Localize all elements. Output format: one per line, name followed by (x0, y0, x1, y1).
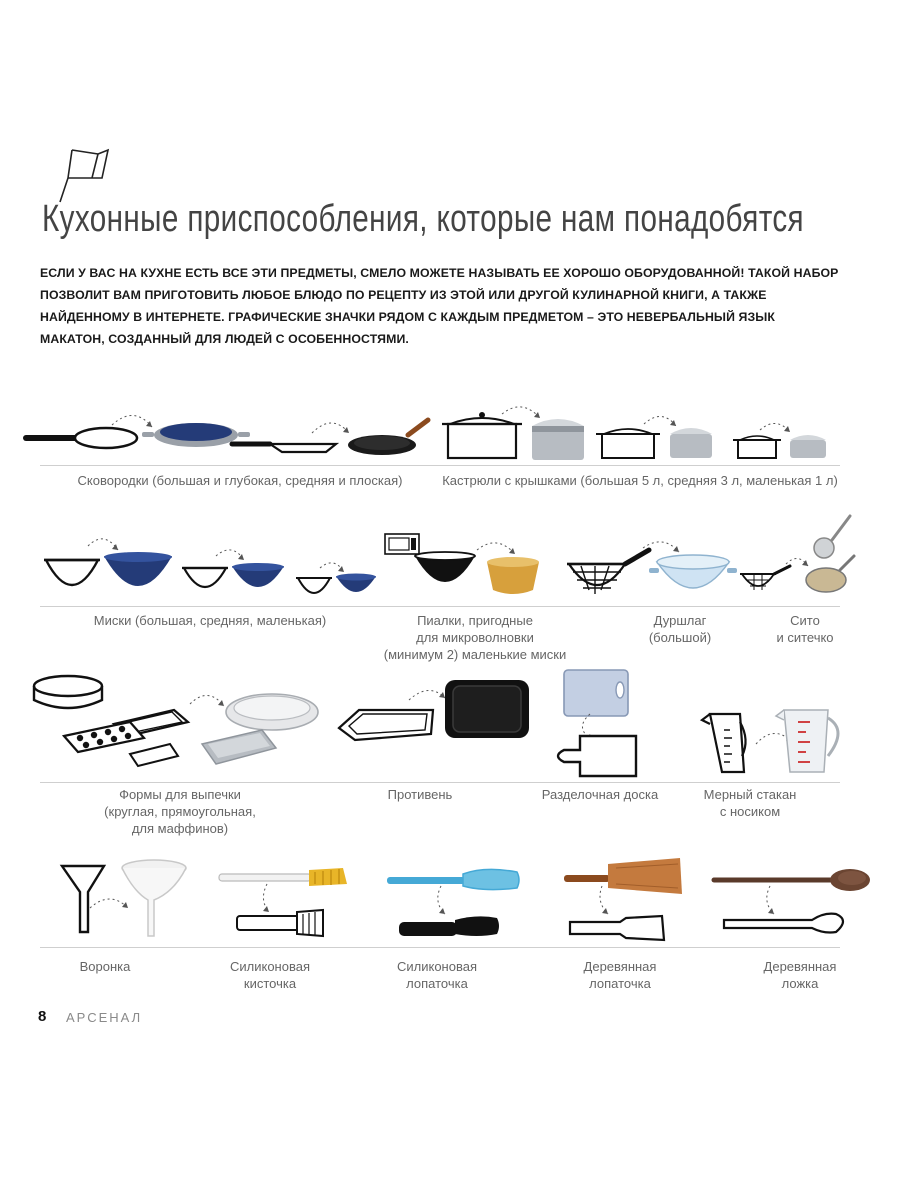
caption-line: (круглая, прямоугольная, (104, 804, 256, 819)
caption-line: Сито (790, 613, 820, 628)
frying-pans-illustration (24, 405, 434, 470)
page-title: Кухонные приспособления, которые нам понадобятся (42, 198, 804, 240)
measuring-jug-illustration (700, 700, 850, 780)
page-number: 8 (38, 1008, 47, 1025)
caption-baking-forms (90, 786, 270, 837)
baking-tray-illustration (335, 676, 535, 756)
caption-line: и ситечко (776, 630, 834, 645)
caption-line: Силиконовая (230, 959, 310, 974)
baking-forms-illustration (30, 672, 330, 780)
row4-divider (40, 947, 840, 948)
caption-line: (минимум 2) маленькие миски (383, 647, 567, 662)
colander-illustration (565, 540, 745, 602)
caption-colander (620, 612, 740, 646)
caption-brush (210, 958, 330, 992)
caption-line: Дуршлаг (653, 613, 707, 628)
caption-line: с носиком (719, 804, 781, 819)
row1-divider (40, 465, 840, 466)
caption-line: Формы для выпечки (119, 787, 241, 802)
microwave-bowls-illustration (385, 530, 555, 602)
caption-tray: Противень (387, 787, 453, 802)
caption-jug (690, 786, 810, 820)
caption-line: для микроволновки (416, 630, 534, 645)
silicone-brush-illustration (215, 864, 355, 944)
caption-sieve (750, 612, 860, 646)
row3-divider (40, 782, 840, 783)
caption-line: Пиалки, пригодные (417, 613, 533, 628)
caption-line: Мерный стакан (703, 787, 797, 802)
caption-line: кисточка (243, 976, 297, 991)
caption-pots: Кастрюли с крышками (большая 5 л, средняя 3 л, маленькая 1 л) (442, 473, 838, 488)
caption-wood-spatula (560, 958, 680, 992)
sieve-illustration (740, 512, 860, 602)
caption-line: ложка (781, 976, 819, 991)
row2-divider (40, 606, 840, 607)
bowls-illustration (40, 530, 380, 605)
caption-spatula (377, 958, 497, 992)
pots-illustration (440, 400, 840, 470)
wooden-spoon-illustration (712, 862, 872, 946)
funnel-illustration (60, 856, 190, 946)
caption-line: для маффинов) (131, 821, 229, 836)
caption-board: Разделочная доска (541, 787, 659, 802)
caption-funnel: Воронка (79, 959, 131, 974)
caption-line: лопаточка (589, 976, 651, 991)
caption-line: Силиконовая (397, 959, 477, 974)
publisher-name: АРСЕНАЛ (66, 1010, 143, 1025)
intro-paragraph: ЕСЛИ У ВАС НА КУХНЕ ЕСТЬ ВСЕ ЭТИ ПРЕДМЕТЫ, СМЕЛО МОЖЕТЕ НАЗЫВАТЬ ЕЕ ХОРОШО ОБОРУДОВАННОЙ! ТАКОЙ НАБОР ПОЗВОЛИТ ВАМ ПРИГОТОВИТЬ ЛЮБОЕ БЛЮДО ПО РЕЦЕПТУ ИЗ ЭТОЙ ИЛИ ДРУГОЙ КУЛИНАРНОЙ КНИГИ, А ТАКЖЕ НАЙДЕННОМУ В ИНТЕРНЕТЕ. ГРАФИЧЕСКИЕ ЗНАЧКИ РЯДОМ С КАЖДЫМ ПРЕДМЕТОМ – ЭТО НЕВЕРБАЛЬНЫЙ ЯЗЫК МАКАТОН, СОЗДАННЫЙ ДЛЯ ЛЮДЕЙ С ОСОБЕННОСТЯМИ. (40, 266, 839, 346)
caption-line: Деревянная (583, 959, 657, 974)
caption-line: (большой) (648, 630, 712, 645)
caption-wood-spoon (740, 958, 860, 992)
caption-microwave-bowls (370, 612, 580, 663)
caption-line: Деревянная (763, 959, 837, 974)
caption-line: лопаточка (406, 976, 468, 991)
cutting-board-illustration (550, 668, 660, 780)
silicone-spatula-illustration (385, 864, 525, 944)
caption-bowls: Миски (большая, средняя, маленькая) (93, 613, 327, 628)
wooden-spatula-illustration (560, 856, 690, 946)
caption-pans: Сковородки (большая и глубокая, средняя и плоская) (77, 473, 403, 488)
